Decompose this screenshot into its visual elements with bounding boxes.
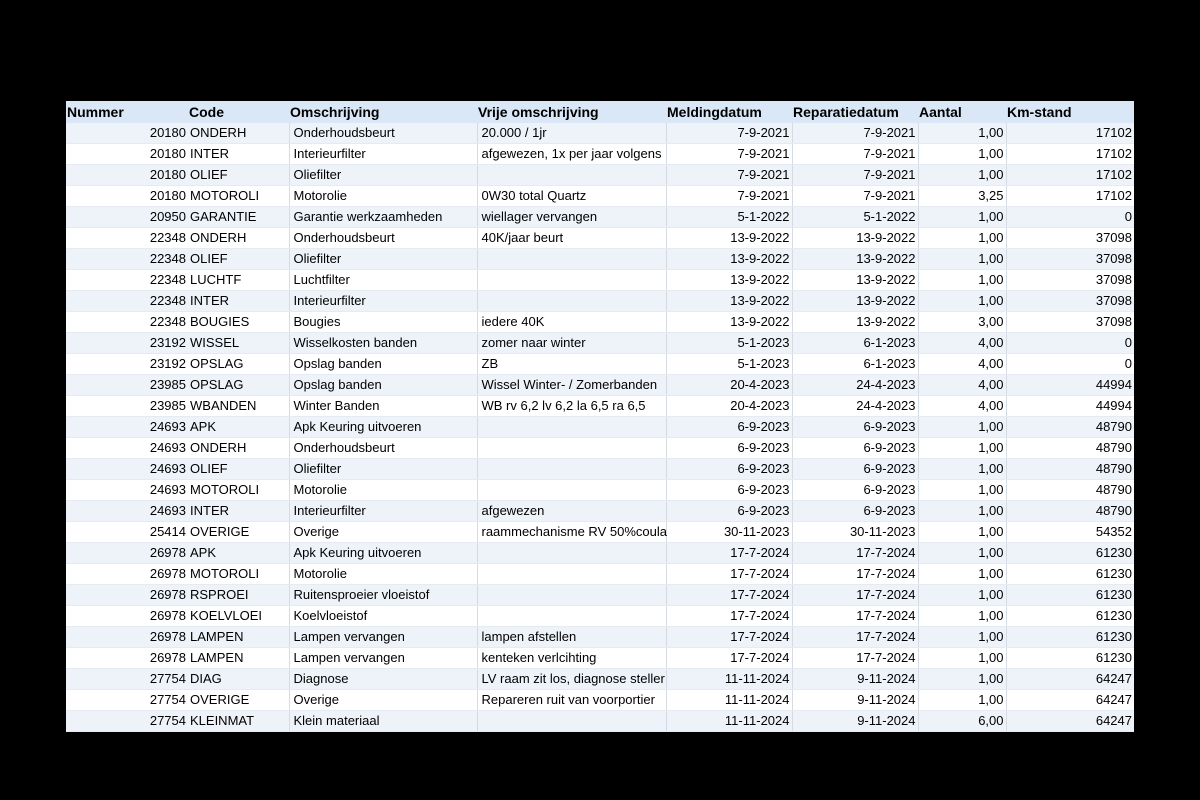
column-header-aantal[interactable]: Aantal xyxy=(918,101,1006,123)
cell-reparatiedatum[interactable]: 9-11-2024 xyxy=(792,690,918,711)
cell-code[interactable]: OPSLAG xyxy=(188,354,289,375)
cell-aantal[interactable]: 1,00 xyxy=(918,270,1006,291)
cell-nummer[interactable]: 24693 xyxy=(66,417,188,438)
cell-aantal[interactable]: 6,00 xyxy=(918,711,1006,732)
cell-vrije-omschrijving[interactable] xyxy=(477,480,666,501)
cell-aantal[interactable]: 1,00 xyxy=(918,522,1006,543)
cell-code[interactable]: ONDERH xyxy=(188,123,289,144)
table-row xyxy=(66,522,1134,543)
cell-vrije-omschrijving[interactable]: iedere 40K xyxy=(477,312,666,333)
table-row xyxy=(66,123,1134,144)
table-row xyxy=(66,585,1134,606)
cell-vrije-omschrijving[interactable] xyxy=(477,564,666,585)
cell-omschrijving[interactable]: Motorolie xyxy=(289,480,477,501)
cell-km-stand[interactable]: 44994 xyxy=(1006,375,1134,396)
cell-vrije-omschrijving[interactable]: kenteken verlcihting xyxy=(477,648,666,669)
cell-code[interactable]: LUCHTF xyxy=(188,270,289,291)
cell-nummer[interactable]: 26978 xyxy=(66,648,188,669)
cell-omschrijving[interactable]: Klein materiaal xyxy=(289,711,477,732)
cell-vrije-omschrijving[interactable]: Repareren ruit van voorportier xyxy=(477,690,666,711)
cell-reparatiedatum[interactable]: 5-1-2022 xyxy=(792,207,918,228)
cell-aantal[interactable]: 1,00 xyxy=(918,417,1006,438)
cell-vrije-omschrijving[interactable]: WB rv 6,2 lv 6,2 la 6,5 ra 6,5 xyxy=(477,396,666,417)
table-row xyxy=(66,207,1134,228)
cell-vrije-omschrijving[interactable]: Wissel Winter- / Zomerbanden xyxy=(477,375,666,396)
cell-nummer[interactable]: 20180 xyxy=(66,123,188,144)
cell-aantal[interactable]: 1,00 xyxy=(918,648,1006,669)
cell-vrije-omschrijving[interactable]: lampen afstellen xyxy=(477,627,666,648)
table-row xyxy=(66,291,1134,312)
cell-km-stand[interactable]: 61230 xyxy=(1006,543,1134,564)
cell-reparatiedatum[interactable]: 13-9-2022 xyxy=(792,249,918,270)
cell-aantal[interactable]: 1,00 xyxy=(918,480,1006,501)
cell-meldingdatum[interactable]: 17-7-2024 xyxy=(666,564,792,585)
table-row xyxy=(66,144,1134,165)
cell-aantal[interactable]: 1,00 xyxy=(918,459,1006,480)
cell-code[interactable]: INTER xyxy=(188,501,289,522)
cell-aantal[interactable]: 4,00 xyxy=(918,396,1006,417)
cell-reparatiedatum[interactable]: 6-9-2023 xyxy=(792,459,918,480)
cell-reparatiedatum[interactable]: 24-4-2023 xyxy=(792,396,918,417)
cell-meldingdatum[interactable]: 5-1-2023 xyxy=(666,354,792,375)
cell-omschrijving[interactable]: Onderhoudsbeurt xyxy=(289,123,477,144)
cell-nummer[interactable]: 26978 xyxy=(66,606,188,627)
cell-omschrijving[interactable]: Opslag banden xyxy=(289,354,477,375)
cell-meldingdatum[interactable]: 17-7-2024 xyxy=(666,606,792,627)
cell-aantal[interactable]: 1,00 xyxy=(918,564,1006,585)
cell-meldingdatum[interactable]: 6-9-2023 xyxy=(666,501,792,522)
cell-omschrijving[interactable]: Apk Keuring uitvoeren xyxy=(289,417,477,438)
cell-vrije-omschrijving[interactable] xyxy=(477,543,666,564)
cell-km-stand[interactable]: 37098 xyxy=(1006,312,1134,333)
cell-reparatiedatum[interactable]: 6-1-2023 xyxy=(792,333,918,354)
cell-reparatiedatum[interactable]: 17-7-2024 xyxy=(792,564,918,585)
cell-meldingdatum[interactable]: 6-9-2023 xyxy=(666,480,792,501)
cell-reparatiedatum[interactable]: 30-11-2023 xyxy=(792,522,918,543)
cell-meldingdatum[interactable]: 30-11-2023 xyxy=(666,522,792,543)
cell-aantal[interactable]: 4,00 xyxy=(918,354,1006,375)
cell-meldingdatum[interactable]: 20-4-2023 xyxy=(666,375,792,396)
cell-omschrijving[interactable]: Diagnose xyxy=(289,669,477,690)
cell-nummer[interactable]: 25414 xyxy=(66,522,188,543)
cell-code[interactable]: DIAG xyxy=(188,669,289,690)
cell-meldingdatum[interactable]: 6-9-2023 xyxy=(666,417,792,438)
cell-aantal[interactable]: 1,00 xyxy=(918,606,1006,627)
cell-aantal[interactable]: 1,00 xyxy=(918,627,1006,648)
table-body xyxy=(66,123,1134,732)
cell-aantal[interactable]: 1,00 xyxy=(918,207,1006,228)
cell-km-stand[interactable]: 64247 xyxy=(1006,690,1134,711)
table-row xyxy=(66,669,1134,690)
cell-km-stand[interactable]: 54352 xyxy=(1006,522,1134,543)
cell-omschrijving[interactable]: Bougies xyxy=(289,312,477,333)
cell-vrije-omschrijving[interactable] xyxy=(477,711,666,732)
cell-reparatiedatum[interactable]: 17-7-2024 xyxy=(792,585,918,606)
cell-omschrijving[interactable]: Winter Banden xyxy=(289,396,477,417)
cell-km-stand[interactable]: 61230 xyxy=(1006,606,1134,627)
cell-nummer[interactable]: 24693 xyxy=(66,501,188,522)
cell-vrije-omschrijving[interactable]: 40K/jaar beurt xyxy=(477,228,666,249)
cell-aantal[interactable]: 1,00 xyxy=(918,123,1006,144)
cell-km-stand[interactable]: 17102 xyxy=(1006,186,1134,207)
cell-code[interactable]: GARANTIE xyxy=(188,207,289,228)
table-row xyxy=(66,186,1134,207)
cell-omschrijving[interactable]: Oliefilter xyxy=(289,165,477,186)
cell-km-stand[interactable]: 17102 xyxy=(1006,144,1134,165)
cell-aantal[interactable]: 1,00 xyxy=(918,144,1006,165)
cell-aantal[interactable]: 1,00 xyxy=(918,438,1006,459)
cell-meldingdatum[interactable]: 11-11-2024 xyxy=(666,669,792,690)
cell-nummer[interactable]: 26978 xyxy=(66,585,188,606)
cell-km-stand[interactable]: 48790 xyxy=(1006,459,1134,480)
cell-meldingdatum[interactable]: 17-7-2024 xyxy=(666,585,792,606)
cell-omschrijving[interactable]: Overige xyxy=(289,522,477,543)
cell-vrije-omschrijving[interactable]: zomer naar winter xyxy=(477,333,666,354)
cell-vrije-omschrijving[interactable]: ZB xyxy=(477,354,666,375)
cell-reparatiedatum[interactable]: 17-7-2024 xyxy=(792,606,918,627)
cell-meldingdatum[interactable]: 7-9-2021 xyxy=(666,186,792,207)
header-row xyxy=(66,101,1134,123)
cell-meldingdatum[interactable]: 6-9-2023 xyxy=(666,459,792,480)
table-row xyxy=(66,438,1134,459)
cell-nummer[interactable]: 26978 xyxy=(66,627,188,648)
table-row xyxy=(66,690,1134,711)
cell-code[interactable]: INTER xyxy=(188,291,289,312)
table-row xyxy=(66,606,1134,627)
cell-nummer[interactable]: 27754 xyxy=(66,669,188,690)
cell-code[interactable]: KOELVLOEI xyxy=(188,606,289,627)
cell-vrije-omschrijving[interactable] xyxy=(477,249,666,270)
cell-nummer[interactable]: 22348 xyxy=(66,270,188,291)
cell-reparatiedatum[interactable]: 17-7-2024 xyxy=(792,648,918,669)
cell-km-stand[interactable]: 17102 xyxy=(1006,165,1134,186)
cell-omschrijving[interactable]: Oliefilter xyxy=(289,459,477,480)
cell-aantal[interactable]: 3,25 xyxy=(918,186,1006,207)
cell-nummer[interactable]: 26978 xyxy=(66,564,188,585)
cell-omschrijving[interactable]: Interieurfilter xyxy=(289,291,477,312)
cell-omschrijving[interactable]: Opslag banden xyxy=(289,375,477,396)
cell-omschrijving[interactable]: Wisselkosten banden xyxy=(289,333,477,354)
cell-code[interactable]: OLIEF xyxy=(188,249,289,270)
cell-km-stand[interactable]: 61230 xyxy=(1006,585,1134,606)
cell-km-stand[interactable]: 48790 xyxy=(1006,480,1134,501)
cell-reparatiedatum[interactable]: 6-9-2023 xyxy=(792,480,918,501)
cell-omschrijving[interactable]: Apk Keuring uitvoeren xyxy=(289,543,477,564)
cell-reparatiedatum[interactable]: 6-9-2023 xyxy=(792,417,918,438)
column-header-omschrijving[interactable]: Omschrijving xyxy=(289,101,477,123)
cell-aantal[interactable]: 1,00 xyxy=(918,669,1006,690)
cell-nummer[interactable]: 22348 xyxy=(66,312,188,333)
cell-km-stand[interactable]: 48790 xyxy=(1006,501,1134,522)
cell-meldingdatum[interactable]: 5-1-2023 xyxy=(666,333,792,354)
column-header-nummer[interactable]: Nummer xyxy=(66,101,188,123)
cell-km-stand[interactable]: 0 xyxy=(1006,207,1134,228)
cell-vrije-omschrijving[interactable] xyxy=(477,606,666,627)
cell-meldingdatum[interactable]: 17-7-2024 xyxy=(666,543,792,564)
cell-omschrijving[interactable]: Garantie werkzaamheden xyxy=(289,207,477,228)
cell-omschrijving[interactable]: Lampen vervangen xyxy=(289,648,477,669)
cell-reparatiedatum[interactable]: 7-9-2021 xyxy=(792,165,918,186)
cell-aantal[interactable]: 1,00 xyxy=(918,543,1006,564)
column-header-code[interactable]: Code xyxy=(188,101,289,123)
cell-nummer[interactable]: 24693 xyxy=(66,459,188,480)
table-row xyxy=(66,249,1134,270)
cell-code[interactable]: LAMPEN xyxy=(188,627,289,648)
cell-reparatiedatum[interactable]: 7-9-2021 xyxy=(792,123,918,144)
cell-nummer[interactable]: 23985 xyxy=(66,375,188,396)
cell-nummer[interactable]: 20950 xyxy=(66,207,188,228)
cell-code[interactable]: BOUGIES xyxy=(188,312,289,333)
cell-code[interactable]: MOTOROLI xyxy=(188,564,289,585)
cell-nummer[interactable]: 22348 xyxy=(66,249,188,270)
cell-nummer[interactable]: 22348 xyxy=(66,291,188,312)
cell-nummer[interactable]: 27754 xyxy=(66,690,188,711)
cell-vrije-omschrijving[interactable] xyxy=(477,165,666,186)
cell-omschrijving[interactable]: Koelvloeistof xyxy=(289,606,477,627)
cell-nummer[interactable]: 23985 xyxy=(66,396,188,417)
table-row xyxy=(66,627,1134,648)
cell-code[interactable]: MOTOROLI xyxy=(188,480,289,501)
cell-aantal[interactable]: 1,00 xyxy=(918,690,1006,711)
cell-omschrijving[interactable]: Onderhoudsbeurt xyxy=(289,228,477,249)
cell-km-stand[interactable]: 44994 xyxy=(1006,396,1134,417)
cell-vrije-omschrijving[interactable]: 0W30 total Quartz xyxy=(477,186,666,207)
cell-meldingdatum[interactable]: 7-9-2021 xyxy=(666,165,792,186)
cell-omschrijving[interactable]: Motorolie xyxy=(289,186,477,207)
cell-meldingdatum[interactable]: 11-11-2024 xyxy=(666,711,792,732)
column-header-meldingdatum[interactable]: Meldingdatum xyxy=(666,101,792,123)
cell-vrije-omschrijving[interactable]: afgewezen xyxy=(477,501,666,522)
cell-nummer[interactable]: 20180 xyxy=(66,186,188,207)
cell-reparatiedatum[interactable]: 13-9-2022 xyxy=(792,228,918,249)
repair-history-table xyxy=(66,101,1134,732)
cell-omschrijving[interactable]: Onderhoudsbeurt xyxy=(289,438,477,459)
cell-code[interactable]: KLEINMAT xyxy=(188,711,289,732)
cell-nummer[interactable]: 23192 xyxy=(66,333,188,354)
cell-code[interactable]: APK xyxy=(188,417,289,438)
table-row xyxy=(66,501,1134,522)
cell-code[interactable]: APK xyxy=(188,543,289,564)
cell-km-stand[interactable]: 64247 xyxy=(1006,711,1134,732)
table-row xyxy=(66,459,1134,480)
cell-code[interactable]: RSPROEI xyxy=(188,585,289,606)
cell-km-stand[interactable]: 37098 xyxy=(1006,291,1134,312)
cell-vrije-omschrijving[interactable] xyxy=(477,291,666,312)
table-row xyxy=(66,270,1134,291)
cell-omschrijving[interactable]: Interieurfilter xyxy=(289,501,477,522)
cell-km-stand[interactable]: 17102 xyxy=(1006,123,1134,144)
cell-aantal[interactable]: 1,00 xyxy=(918,228,1006,249)
cell-nummer[interactable]: 22348 xyxy=(66,228,188,249)
cell-nummer[interactable]: 24693 xyxy=(66,438,188,459)
cell-aantal[interactable]: 1,00 xyxy=(918,249,1006,270)
cell-reparatiedatum[interactable]: 9-11-2024 xyxy=(792,669,918,690)
cell-code[interactable]: INTER xyxy=(188,144,289,165)
cell-reparatiedatum[interactable]: 7-9-2021 xyxy=(792,186,918,207)
cell-vrije-omschrijving[interactable] xyxy=(477,585,666,606)
cell-aantal[interactable]: 1,00 xyxy=(918,501,1006,522)
cell-km-stand[interactable]: 61230 xyxy=(1006,564,1134,585)
cell-km-stand[interactable]: 0 xyxy=(1006,333,1134,354)
cell-omschrijving[interactable]: Oliefilter xyxy=(289,249,477,270)
cell-code[interactable]: MOTOROLI xyxy=(188,186,289,207)
cell-vrije-omschrijving[interactable] xyxy=(477,417,666,438)
cell-omschrijving[interactable]: Luchtfilter xyxy=(289,270,477,291)
cell-reparatiedatum[interactable]: 6-9-2023 xyxy=(792,438,918,459)
cell-km-stand[interactable]: 37098 xyxy=(1006,249,1134,270)
table-row xyxy=(66,396,1134,417)
cell-code[interactable]: OLIEF xyxy=(188,459,289,480)
table-row xyxy=(66,312,1134,333)
column-header-reparatiedatum[interactable]: Reparatiedatum xyxy=(792,101,918,123)
table-row xyxy=(66,333,1134,354)
cell-omschrijving[interactable]: Overige xyxy=(289,690,477,711)
cell-meldingdatum[interactable]: 7-9-2021 xyxy=(666,144,792,165)
table-row xyxy=(66,165,1134,186)
cell-nummer[interactable]: 24693 xyxy=(66,480,188,501)
column-header-vrije-omschrijving[interactable]: Vrije omschrijving xyxy=(477,101,666,123)
cell-vrije-omschrijving[interactable]: raammechanisme RV 50%coula xyxy=(477,522,666,543)
cell-omschrijving[interactable]: Interieurfilter xyxy=(289,144,477,165)
cell-nummer[interactable]: 23192 xyxy=(66,354,188,375)
cell-meldingdatum[interactable]: 17-7-2024 xyxy=(666,627,792,648)
cell-km-stand[interactable]: 48790 xyxy=(1006,438,1134,459)
table-row xyxy=(66,648,1134,669)
table-row xyxy=(66,375,1134,396)
cell-reparatiedatum[interactable]: 13-9-2022 xyxy=(792,270,918,291)
cell-reparatiedatum[interactable]: 6-1-2023 xyxy=(792,354,918,375)
cell-vrije-omschrijving[interactable]: wiellager vervangen xyxy=(477,207,666,228)
cell-aantal[interactable]: 3,00 xyxy=(918,312,1006,333)
cell-vrije-omschrijving[interactable] xyxy=(477,438,666,459)
cell-meldingdatum[interactable]: 6-9-2023 xyxy=(666,438,792,459)
cell-reparatiedatum[interactable]: 17-7-2024 xyxy=(792,543,918,564)
cell-reparatiedatum[interactable]: 9-11-2024 xyxy=(792,711,918,732)
cell-vrije-omschrijving[interactable]: afgewezen, 1x per jaar volgens xyxy=(477,144,666,165)
cell-reparatiedatum[interactable]: 17-7-2024 xyxy=(792,627,918,648)
cell-nummer[interactable]: 27754 xyxy=(66,711,188,732)
cell-meldingdatum[interactable]: 13-9-2022 xyxy=(666,312,792,333)
cell-reparatiedatum[interactable]: 13-9-2022 xyxy=(792,291,918,312)
cell-code[interactable]: OVERIGE xyxy=(188,690,289,711)
table-row xyxy=(66,354,1134,375)
cell-meldingdatum[interactable]: 13-9-2022 xyxy=(666,291,792,312)
cell-vrije-omschrijving[interactable]: LV raam zit los, diagnose steller xyxy=(477,669,666,690)
cell-km-stand[interactable]: 61230 xyxy=(1006,627,1134,648)
cell-code[interactable]: LAMPEN xyxy=(188,648,289,669)
cell-meldingdatum[interactable]: 13-9-2022 xyxy=(666,249,792,270)
cell-km-stand[interactable]: 64247 xyxy=(1006,669,1134,690)
column-header-km-stand[interactable]: Km-stand xyxy=(1006,101,1134,123)
cell-km-stand[interactable]: 48790 xyxy=(1006,417,1134,438)
cell-meldingdatum[interactable]: 7-9-2021 xyxy=(666,123,792,144)
cell-meldingdatum[interactable]: 5-1-2022 xyxy=(666,207,792,228)
cell-code[interactable]: WISSEL xyxy=(188,333,289,354)
cell-aantal[interactable]: 4,00 xyxy=(918,375,1006,396)
cell-km-stand[interactable]: 37098 xyxy=(1006,228,1134,249)
cell-code[interactable]: WBANDEN xyxy=(188,396,289,417)
cell-meldingdatum[interactable]: 13-9-2022 xyxy=(666,270,792,291)
cell-aantal[interactable]: 4,00 xyxy=(918,333,1006,354)
cell-code[interactable]: ONDERH xyxy=(188,228,289,249)
cell-km-stand[interactable]: 37098 xyxy=(1006,270,1134,291)
cell-meldingdatum[interactable]: 13-9-2022 xyxy=(666,228,792,249)
table-row xyxy=(66,228,1134,249)
table-row xyxy=(66,564,1134,585)
cell-code[interactable]: OPSLAG xyxy=(188,375,289,396)
cell-aantal[interactable]: 1,00 xyxy=(918,165,1006,186)
cell-nummer[interactable]: 20180 xyxy=(66,144,188,165)
cell-omschrijving[interactable]: Ruitensproeier vloeistof xyxy=(289,585,477,606)
cell-omschrijving[interactable]: Lampen vervangen xyxy=(289,627,477,648)
cell-meldingdatum[interactable]: 20-4-2023 xyxy=(666,396,792,417)
cell-nummer[interactable]: 20180 xyxy=(66,165,188,186)
cell-code[interactable]: OVERIGE xyxy=(188,522,289,543)
table-row xyxy=(66,480,1134,501)
spreadsheet-table-region xyxy=(66,101,1134,728)
cell-vrije-omschrijving[interactable] xyxy=(477,270,666,291)
cell-omschrijving[interactable]: Motorolie xyxy=(289,564,477,585)
cell-meldingdatum[interactable]: 11-11-2024 xyxy=(666,690,792,711)
cell-km-stand[interactable]: 0 xyxy=(1006,354,1134,375)
cell-aantal[interactable]: 1,00 xyxy=(918,291,1006,312)
cell-nummer[interactable]: 26978 xyxy=(66,543,188,564)
cell-reparatiedatum[interactable]: 13-9-2022 xyxy=(792,312,918,333)
cell-code[interactable]: OLIEF xyxy=(188,165,289,186)
table-row xyxy=(66,711,1134,732)
cell-reparatiedatum[interactable]: 7-9-2021 xyxy=(792,144,918,165)
cell-vrije-omschrijving[interactable]: 20.000 / 1jr xyxy=(477,123,666,144)
cell-aantal[interactable]: 1,00 xyxy=(918,585,1006,606)
cell-km-stand[interactable]: 61230 xyxy=(1006,648,1134,669)
cell-reparatiedatum[interactable]: 6-9-2023 xyxy=(792,501,918,522)
cell-meldingdatum[interactable]: 17-7-2024 xyxy=(666,648,792,669)
cell-code[interactable]: ONDERH xyxy=(188,438,289,459)
table-row xyxy=(66,543,1134,564)
cell-vrije-omschrijving[interactable] xyxy=(477,459,666,480)
table-row xyxy=(66,417,1134,438)
cell-reparatiedatum[interactable]: 24-4-2023 xyxy=(792,375,918,396)
